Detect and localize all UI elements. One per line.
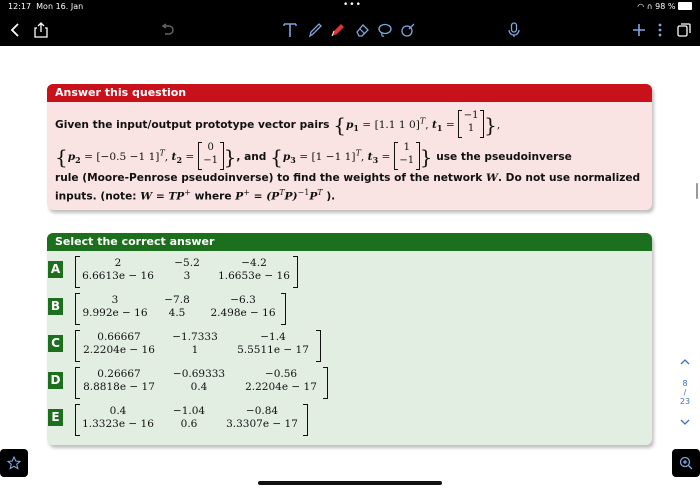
scrollbar-thumb[interactable] — [696, 183, 698, 199]
answer-matrix: 3 −7.8 −6.3 9.992e − 16 4.5 2.498e − 16 — [75, 293, 285, 323]
page-up-icon[interactable] — [676, 358, 694, 367]
shapes-tool-icon[interactable] — [398, 14, 418, 46]
home-indicator[interactable] — [258, 481, 442, 485]
answer-box-title: Select the correct answer — [47, 233, 652, 251]
status-time: 12:17 Mon 16. Jan — [8, 2, 84, 11]
answer-matrix: 0.66667 −1.7333 −1.4 2.2204e − 16 1 5.5511e − 17 — [75, 330, 320, 360]
answer-box — [47, 233, 652, 445]
question-line-3: rule (Moore-Penrose pseudoinverse) to find the weights of the network W. Do not use normalized — [55, 172, 641, 184]
highlighter-tool-icon[interactable] — [328, 14, 348, 46]
pages-view-icon[interactable] — [674, 14, 694, 46]
zoom-icon[interactable] — [672, 449, 700, 477]
share-icon[interactable] — [30, 14, 52, 46]
answer-matrix: 0.26667 −0.69333 −0.56 8.8818e − 17 0.4 2.2204e − 17 — [75, 367, 327, 397]
option-label[interactable]: A — [48, 261, 63, 278]
back-icon[interactable] — [6, 14, 24, 46]
t3-vector: 1 −1 — [394, 142, 420, 170]
answer-matrix: 2 −5.2 −4.2 6.6613e − 16 3 1.6653e − 16 — [75, 256, 297, 286]
question-box-title: Answer this question — [47, 84, 652, 102]
question-line-1: Given the input/output prototype vector pairs {$p_1 = [1.1$ 1 0]$^T$, $t_1$ = −1 1 }, — [55, 110, 501, 137]
wifi-icon: ◠ — [637, 2, 645, 11]
lasso-tool-icon[interactable] — [375, 14, 395, 46]
undo-icon[interactable] — [157, 14, 177, 46]
question-line-4: inputs. (note: W = TP+ where $P^+ = (P^TP)^{-1}P^T$ ). — [55, 188, 336, 203]
option-label[interactable]: B — [48, 298, 63, 315]
page-indicator[interactable]: 8 / 23 — [679, 379, 691, 406]
headphones-icon: ∩ — [646, 2, 653, 11]
more-options-icon[interactable] — [654, 14, 666, 46]
add-icon[interactable] — [630, 14, 648, 46]
question-box — [47, 84, 652, 210]
answer-matrix: 0.4 −1.04 −0.84 1.3323e − 16 0.6 3.3307e − 17 — [75, 404, 307, 434]
battery-icon — [678, 2, 692, 10]
eraser-tool-icon[interactable] — [352, 14, 372, 46]
status-right: ◠ ∩ 98 % — [637, 2, 692, 11]
microphone-icon[interactable] — [504, 14, 524, 46]
pen-tool-icon[interactable] — [305, 14, 325, 46]
toolbar — [0, 14, 700, 46]
page-down-icon[interactable] — [676, 418, 694, 427]
option-label[interactable]: E — [48, 409, 63, 426]
option-label[interactable]: D — [48, 372, 63, 389]
status-bar — [0, 0, 700, 14]
multitask-dots-icon[interactable]: ••• — [343, 0, 362, 10]
option-label[interactable]: C — [48, 335, 63, 352]
text-tool-icon[interactable] — [280, 14, 300, 46]
favorite-star-icon[interactable] — [0, 449, 28, 477]
document-page — [0, 46, 700, 489]
t2-vector: 0 −1 — [198, 142, 224, 170]
t1-vector: −1 1 — [458, 110, 484, 138]
question-line-2: {$p_2 = [-0.5 -1$ 1]$^T$, $t_2$ = 0 −1 }, and {$p_3 = [1 -1$ 1]$^T$, $t_3$ = 1 −1 } use the pseudoinverse — [55, 142, 572, 169]
